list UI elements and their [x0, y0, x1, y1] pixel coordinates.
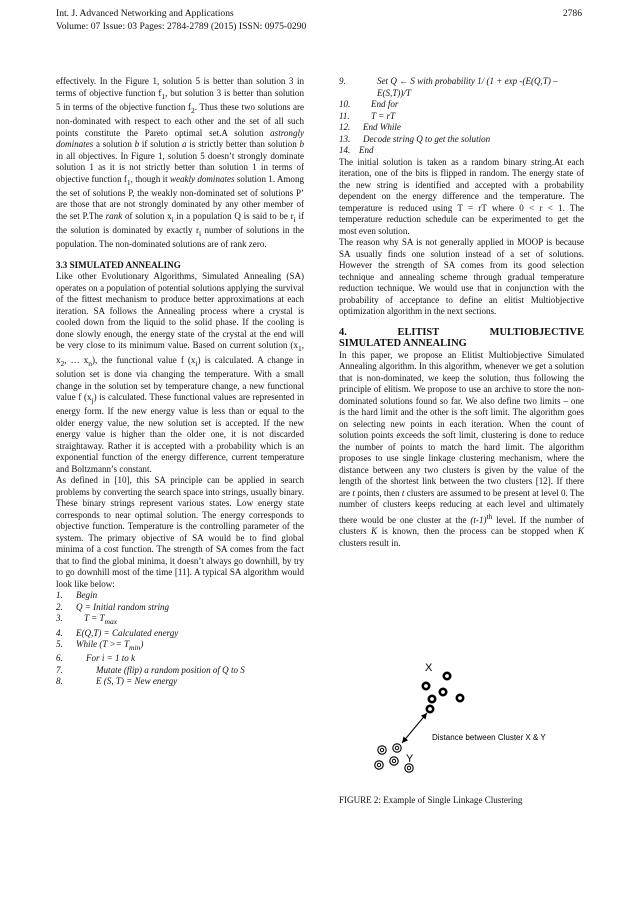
left-paragraph-2: Like other Evolutionary Algorithms, Simulated Annealing (SA) operates on a population of potential solutions applying the survival of the fittest mechanism to produce better approximations at each iteration. SA follows the Annealing process where a crystal is cooled down from the liquid to the solid phase. If the cooling is done slowly enough, the energy state of the crystal at the end will be very close to its minimum value. Based on current solution ($x_1$, $x_2$, … $x_n$), the functional value f $(x_i)$ is calculated. A change in solution set is done via changing the temperature. With a small change in the solution set by temperature change, a new functional value f $(x_j)$ is calculated. These functional values are represented in energy form. If the new energy value is less than or equal to the older energy value, the new solution set is accepted. If the new energy value is higher than the older one, it is not discarded straightaway. Rather it is accepted with a probability which is an exponential function of the energy difference, current temperature and Boltzmann’s constant. [56, 271, 304, 474]
cluster-x-point [457, 695, 463, 701]
journal-title: Int. J. Advanced Networking and Applications [56, 8, 234, 19]
section-heading-3-3: 3.3 SIMULATED ANNEALING [56, 259, 181, 270]
cluster-x [423, 673, 463, 712]
linkage-arrow [402, 713, 427, 743]
right-paragraph-2: The reason why SA is not generally applied in MOOP is because SA usually finds one solution instead of a set of solutions. However the strength of SA comes from its good selection technique and annealing scheme through gradual temperature reduction technique. We would use that in conjunction with the probability of acceptance to define an elitist Multiobjective optimization algorithm in the next sections. [339, 237, 584, 316]
cluster-y-point [390, 757, 398, 765]
cluster-y-label: Y [406, 753, 414, 765]
algo-line: 13. Decode string Q to get the solution [339, 133, 491, 144]
cluster-x-point [429, 696, 435, 702]
left-column [56, 76, 304, 688]
cluster-x-point [440, 689, 446, 695]
algo-line: 14. End [339, 145, 374, 155]
algo-line: 4. E(Q,T) = Calculated energy [56, 627, 179, 638]
single-linkage-figure [330, 640, 590, 820]
algo-line: 12. End While [339, 122, 401, 132]
section-heading-4: 4. ELITIST MULTIOBJECTIVE [339, 326, 584, 338]
algo-line: 8. E (S, T) = New energy [56, 676, 178, 687]
algo-line: 10. End for [339, 99, 399, 109]
cluster-x-point [444, 673, 450, 679]
algo-line: 1. Begin [56, 590, 98, 601]
algorithm-listing-part-1 [56, 590, 304, 688]
algo-line: 3. $T = T_{max}$ [56, 613, 118, 627]
cluster-y-point [393, 744, 401, 752]
algo-line: 2. Q = Initial random string [56, 601, 170, 612]
cluster-y-point [405, 764, 413, 772]
algo-line: 5. While $(T >= T_{min})$ [56, 639, 144, 652]
distance-label: Distance between Cluster X & Y [432, 733, 546, 742]
cluster-y-point [378, 746, 386, 754]
right-paragraph-1: The initial solution is taken as a random binary string.At each iteration, one of the bits is flipped in random. The energy state of the new string is identified and accepted with a probability dependent on the energy difference and the temperature. The temperature is reduced using T = rT where 0 < r < 1. The temperature reduction schedule can be experimented to get the most even solution. [339, 156, 584, 236]
right-paragraph-3: In this paper, we propose an Elitist Multiobjective Simulated Annealing algorithm. In this algorithm, whenever we get a solution that is non-dominated, we keep the solution, thus following the principle of elitism. We propose to use an archive to store the non-dominated solutions found so far. We also define two limits – one is the hard limit and the other is the soft limit. The algorithm goes on selecting new points in each iteration. When the count of solution points exceeds the soft limit, clustering is done to reduce the number of points to match the hard limit. The algorithm proposes to use single linkage clustering mechanism, where the distance between any two clusters is given by the value of the length of the shortest link between the two clusters [12]. If there are t points, then t clusters are assumed to be present at level 0. The number of clusters keeps reducing at each level and ultimately there would be one cluster at the $(t-1)^{th}$ level. If the number of clusters K is known, then the process can be stopped when K clusters result in. [339, 349, 585, 548]
cluster-x-label: X [425, 662, 433, 674]
left-paragraph-3: As defined in [10], this SA principle can be applied in search problems by converting the search space into strings, usually binary. These binary strings represent various states. Low energy state corresponds to near optimal solution. The energy corresponds to objective function. Temperature is the controlling parameter of the system. The primary objective of SA would be to find global minima of a cost function. The strength of SA comes from the fact that to find the global minima, it doesn’t always go downhill, by try to go downhill most of the time [11]. A typical SA algorithm would look like below: [56, 475, 304, 589]
right-column [339, 76, 584, 549]
section-heading-4-cont: SIMULATED ANNEALING [339, 338, 467, 349]
algo-line: 7. Mutate (flip) a random position of Q to S [56, 664, 245, 675]
algorithm-listing-part-2 [339, 76, 584, 157]
volume-info: Volume: 07 Issue: 03 Pages: 2784-2789 (2015) ISSN: 0975-0290 [56, 21, 307, 32]
cluster-x-point [423, 683, 429, 689]
figure-caption: FIGURE 2: Example of Single Linkage Clustering [339, 795, 523, 805]
algo-line: 11. T = rT [339, 110, 396, 121]
algo-line: 9. Set Q ← S with probability 1/ (1 + exp -(E(Q,T) – E(S,T))/T [339, 76, 558, 98]
cluster-x-point [427, 706, 433, 712]
page-number: 2786 [562, 8, 582, 19]
cluster-y-point [375, 761, 383, 769]
left-paragraph-1: effectively. In the Figure 1, solution 5 is better than solution 3 in terms of objective function $f_1$, but solution 3 is better than solution 5 in terms of the objective function $f_2$. Thus these two solutions are non-dominated with respect to each other and the set of all such points constitute the Pareto optimal set.A solution astrongly dominates a solution b if solution a is strictly better than solution b in all objectives. In Figure 1, solution 5 doesn’t strongly dominate solution 1 as it is not strictly better than solution 1 in terms of objective function $f_1$, though it weakly dominates solution 1. Among the set of solutions P, the weakly non-dominated set of solutions P’ are those that are not strongly dominated by any other member of the set P.The rank of solution $x_i$ in a population Q is said to be $r_i$ if the solution is dominated by exactly $r_i$ number of solutions in the population. The non-dominated solutions are of rank zero. [56, 76, 305, 250]
algo-line: 6. For i = 1 to k [56, 653, 136, 664]
